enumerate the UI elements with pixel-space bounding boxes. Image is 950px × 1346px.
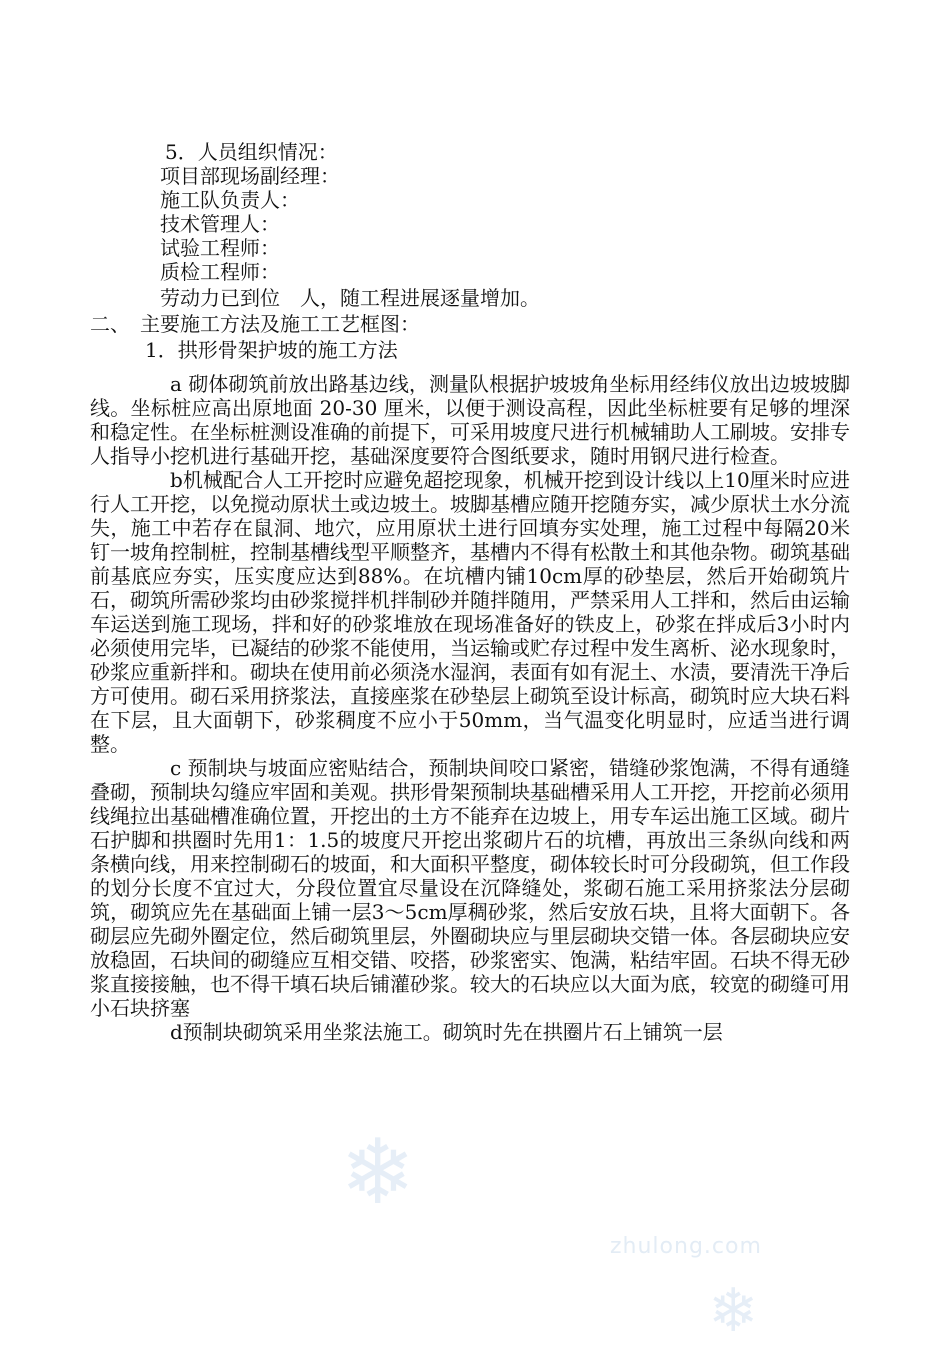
- paragraph-a: a 砌体砌筑前放出路基边线，测量队根据护坡坡角坐标用经纬仪放出边坡坡脚线。坐标桩应高出原地面 20-30 厘米，以便于测设高程，因此坐标桩要有足够的埋深和稳定性。在坐标桩测设准确的前提下，可采用坡度尺进行机械辅助人工刷坡。安排专人指导小挖机进行基础开挖，基础深度要符合图纸要求，随时用钢尺进行检查。: [90, 372, 850, 468]
- snowflake-logo-icon: ❄: [708, 1276, 759, 1346]
- personnel-line-tech-manager: 技术管理人：: [160, 212, 280, 236]
- personnel-line-team-leader: 施工队负责人：: [160, 188, 300, 212]
- personnel-line-deputy-manager: 项目部现场副经理：: [160, 164, 340, 188]
- personnel-line-test-engineer: 试验工程师：: [160, 236, 280, 260]
- personnel-heading: 5．人员组织情况：: [165, 140, 338, 164]
- snowflake-watermark-icon: ❄: [340, 1120, 416, 1225]
- watermark-text: zhulong.com: [610, 1234, 762, 1259]
- paragraph-d: d预制块砌筑采用坐浆法施工。砌筑时先在拱圈片石上铺筑一层: [170, 1020, 723, 1044]
- section-2-heading: 二、 主要施工方法及施工工艺框图：: [90, 312, 420, 336]
- paragraph-b: b机械配合人工开挖时应避免超挖现象，机械开挖到设计线以上10厘米时应进行人工开挖，以免搅动原状土或边坡土。坡脚基槽应随开挖随夯实，减少原状土水分流失，施工中若存在鼠洞、地穴，应用原状土进行回填夯实处理，施工过程中每隔20米钉一坡角控制桩，控制基槽线型平顺整齐，基槽内不得有松散土和其他杂物。砌筑基础前基底应夯实，压实度应达到88%。在坑槽内铺10cm厚的砂垫层，然后开始砌筑片石，砌筑所需砂浆均由砂浆搅拌机拌制砂并随拌随用，严禁采用人工拌和，然后由运输车运送到施工现场，拌和好的砂浆堆放在现场准备好的铁皮上，砂浆在拌成后3小时内必须使用完毕，已凝结的砂浆不能使用，当运输或贮存过程中发生离析、泌水现象时，砂浆应重新拌和。砌块在使用前必须浇水湿润，表面有如有泥土、水渍，要清洗干净后方可使用。砌石采用挤浆法，直接座浆在砂垫层上砌筑至设计标高，砌筑时应大块石料在下层，且大面朝下，砂浆稠度不应小于50mm，当气温变化明显时，应适当进行调整。: [90, 468, 850, 756]
- personnel-line-labor: 劳动力已到位 人，随工程进展逐量增加。: [160, 286, 540, 310]
- paragraph-c: c 预制块与坡面应密贴结合，预制块间咬口紧密，错缝砂浆饱满，不得有通缝叠砌，预制块勾缝应牢固和美观。拱形骨架预制块基础槽采用人工开挖，开挖前必须用线绳拉出基础槽准确位置，开挖出的土方不能弃在边坡上，用专车运出施工区域。砌片石护脚和拱圈时先用1：1.5的坡度尺开挖出浆砌片石的坑槽，再放出三条纵向线和两条横向线，用来控制砌石的坡面，和大面积平整度，砌体较长时可分段砌筑，但工作段的划分长度不宜过大，分段位置宜尽量设在沉降缝处，浆砌石施工采用挤浆法分层砌筑，砌筑应先在基础面上铺一层3～5cm厚稠砂浆，然后安放石块，且将大面朝下。各砌层应先砌外圈定位，然后砌筑里层，外圈砌块应与里层砌块交错一体。各层砌块应安放稳固，石块间的砌缝应互相交错、咬搭，砂浆密实、饱满，粘结牢固。石块不得无砂浆直接接触，也不得干填石块后铺灌砂浆。较大的石块应以大面为底，较宽的砌缝可用小石块挤塞: [90, 756, 850, 1020]
- body-text: [90, 372, 850, 1044]
- section-2-subheading: 1．拱形骨架护坡的施工方法: [145, 338, 398, 362]
- personnel-line-qc-engineer: 质检工程师：: [160, 260, 280, 284]
